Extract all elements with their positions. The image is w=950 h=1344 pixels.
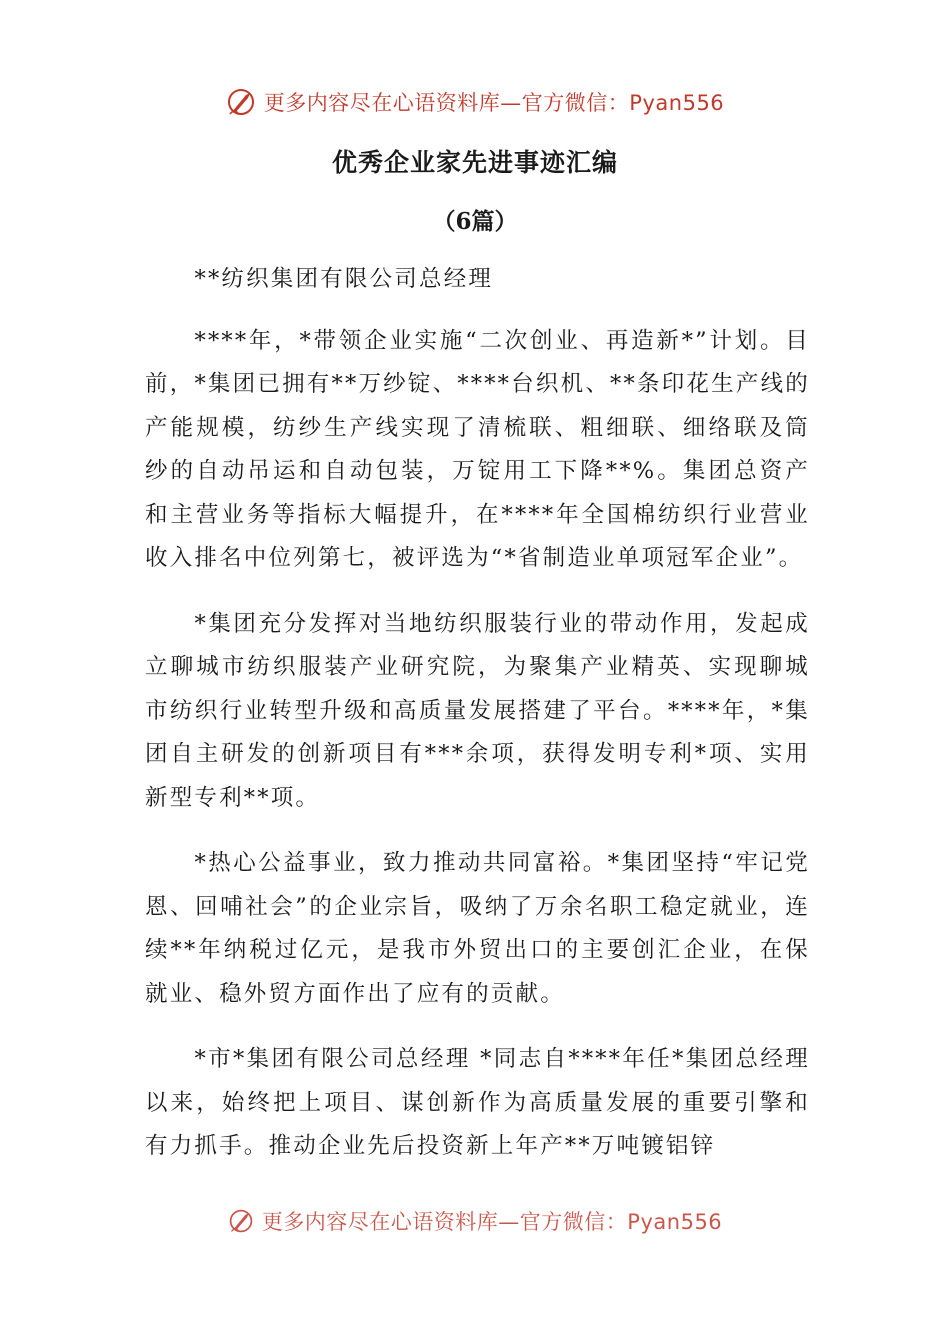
body-paragraph: *集团充分发挥对当地纺织服装行业的带动作用，发起成立聊城市纺织服装产业研究院，为聚集产业精英、实现聊城市纺织行业转型升级和高质量发展搭建了平台。****年，*集团自主研发的创新项目有***余项，获得发明专利*项、实用新型专利**项。 [145,610,810,811]
watermark-text-top: 更多内容尽在心语资料库—官方微信：Pyan556 [263,91,725,115]
document-title: 优秀企业家先进事迹汇编 [331,148,618,177]
document-subtitle: （6篇） [432,208,518,235]
watermark-banner-bottom [0,1206,950,1236]
quill-pen-logo-icon [226,87,256,117]
watermark-text-bottom: 更多内容尽在心语资料库—官方微信：Pyan556 [261,1210,723,1234]
body-paragraph: *市*集团有限公司总经理 *同志自****年任*集团总经理以来，始终把上项目、谋创新作为高质量发展的重要引擎和有力抓手。推动企业先后投资新上年产**万吨镀铝锌 [145,1046,810,1159]
section-heading: **纺织集团有限公司总经理 [194,266,494,292]
body-paragraph: ****年，*带领企业实施“二次创业、再造新*”计划。目前，*集团已拥有**万纱锭、****台织机、**条印花生产线的产能规模，纺纱生产线实现了清梳联、粗细联、细络联及筒纱的自动吊运和自动包装，万锭用工下降**%。集团总资产和主营业务等指标大幅提升，在****年全国棉纺织行业营业收入排名中位列第七，被评选为“*省制造业单项冠军企业”。 [145,327,810,571]
body-paragraph: *热心公益事业，致力推动共同富裕。*集团坚持“牢记党恩、回哺社会”的企业宗旨，吸纳了万余名职工稳定就业，连续**年纳税过亿元，是我市外贸出口的主要创汇企业，在保就业、稳外贸方面作出了应有的贡献。 [145,850,810,1007]
quill-pen-logo-icon [228,1208,254,1234]
document-body [145,258,810,1191]
watermark-banner-top [0,84,950,120]
